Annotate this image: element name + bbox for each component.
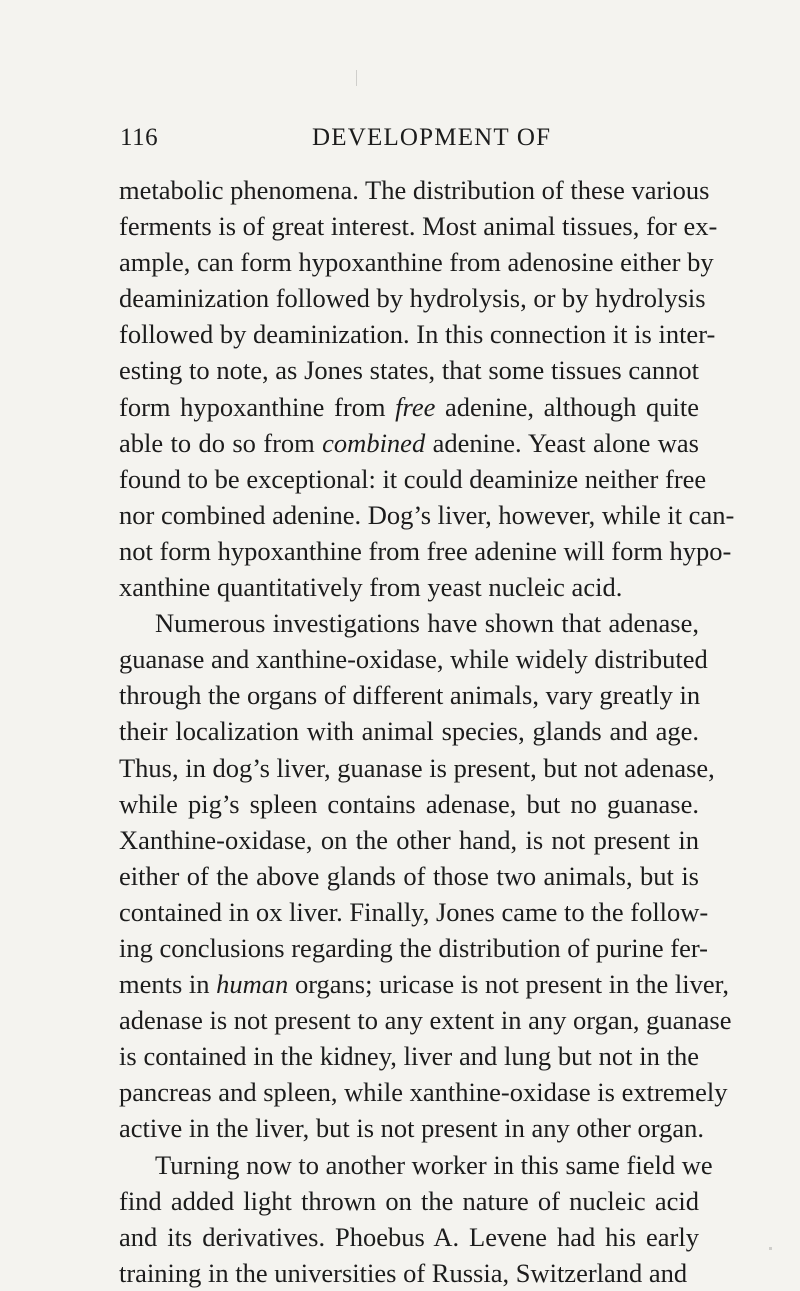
text-line: their localization with animal species, glands and age. (119, 716, 699, 747)
text-line (119, 425, 699, 461)
text-line (119, 966, 730, 1002)
text-line: while pig’s spleen contains adenase, but no guanase. (119, 788, 699, 819)
emphasis-combined: combined (322, 427, 426, 458)
text-line: and its derivatives. Phoebus A. Levene had his early (119, 1221, 699, 1252)
running-head (120, 124, 700, 160)
text-run: form hypoxanthine from (119, 391, 396, 422)
text-line: ample, can form hypoxanthine from adenosine either by (119, 247, 714, 278)
text-line: contained in ox liver. Finally, Jones came to the follow- (119, 896, 709, 927)
text-run: adenine, although quite (435, 391, 699, 422)
emphasis-human: human (216, 969, 289, 1000)
text-line: either of the above glands of those two animals, but is (119, 860, 699, 891)
text-run: organs; uricase is not present in the liver, (288, 969, 730, 1000)
text-run: adenine. Yeast alone was (425, 427, 699, 458)
page-number: 116 (120, 124, 159, 151)
paper-speck (769, 1247, 772, 1250)
text-line: find added light thrown on the nature of nucleic acid (119, 1185, 699, 1216)
text-line: Thus, in dog’s liver, guanase is present, but not adenase, (119, 752, 715, 783)
text-line: through the organs of different animals, vary greatly in (119, 680, 701, 711)
text-line: esting to note, as Jones states, that some tissues cannot (119, 355, 699, 386)
text-line: guanase and xanthine-oxidase, while widely distributed (119, 644, 708, 675)
text-line: ferments is of great interest. Most animal tissues, for ex- (119, 211, 718, 242)
text-line: xanthine quantitatively from yeast nucleic acid. (119, 572, 623, 603)
text-run: able to do so from (119, 427, 323, 458)
paragraph-start-line: Turning now to another worker in this same field we (155, 1149, 713, 1180)
text-line: deaminization followed by hydrolysis, or by hydrolysis (119, 283, 706, 314)
text-line: Xanthine-oxidase, on the other hand, is not present in (119, 824, 699, 855)
emphasis-free: free (395, 391, 436, 422)
text-line: adenase is not present to any extent in any organ, guanase (119, 1005, 732, 1036)
text-line: nor combined adenine. Dog’s liver, however, while it can- (119, 499, 735, 530)
text-line (119, 389, 699, 425)
paragraph-start-line: Numerous investigations have shown that adenase, (155, 608, 699, 639)
text-line: active in the liver, but is not present in any other organ. (119, 1113, 704, 1144)
text-line: ing conclusions regarding the distribution of purine fer- (119, 932, 708, 963)
text-line: followed by deaminization. In this connection it is inter- (119, 319, 716, 350)
text-line: found to be exceptional: it could deaminize neither free (119, 463, 707, 494)
body-text (119, 172, 735, 1291)
text-run: ments in (119, 969, 217, 1000)
paper-speck (356, 70, 357, 86)
text-line: not form hypoxanthine from free adenine will form hypo- (119, 535, 732, 566)
text-line: pancreas and spleen, while xanthine-oxidase is extremely (119, 1077, 728, 1108)
running-head-title: DEVELOPMENT OF (312, 124, 552, 151)
text-line: metabolic phenomena. The distribution of these various (119, 175, 710, 205)
text-line: training in the universities of Russia, Switzerland and (119, 1257, 688, 1288)
text-line: is contained in the kidney, liver and lung but not in the (119, 1041, 699, 1072)
